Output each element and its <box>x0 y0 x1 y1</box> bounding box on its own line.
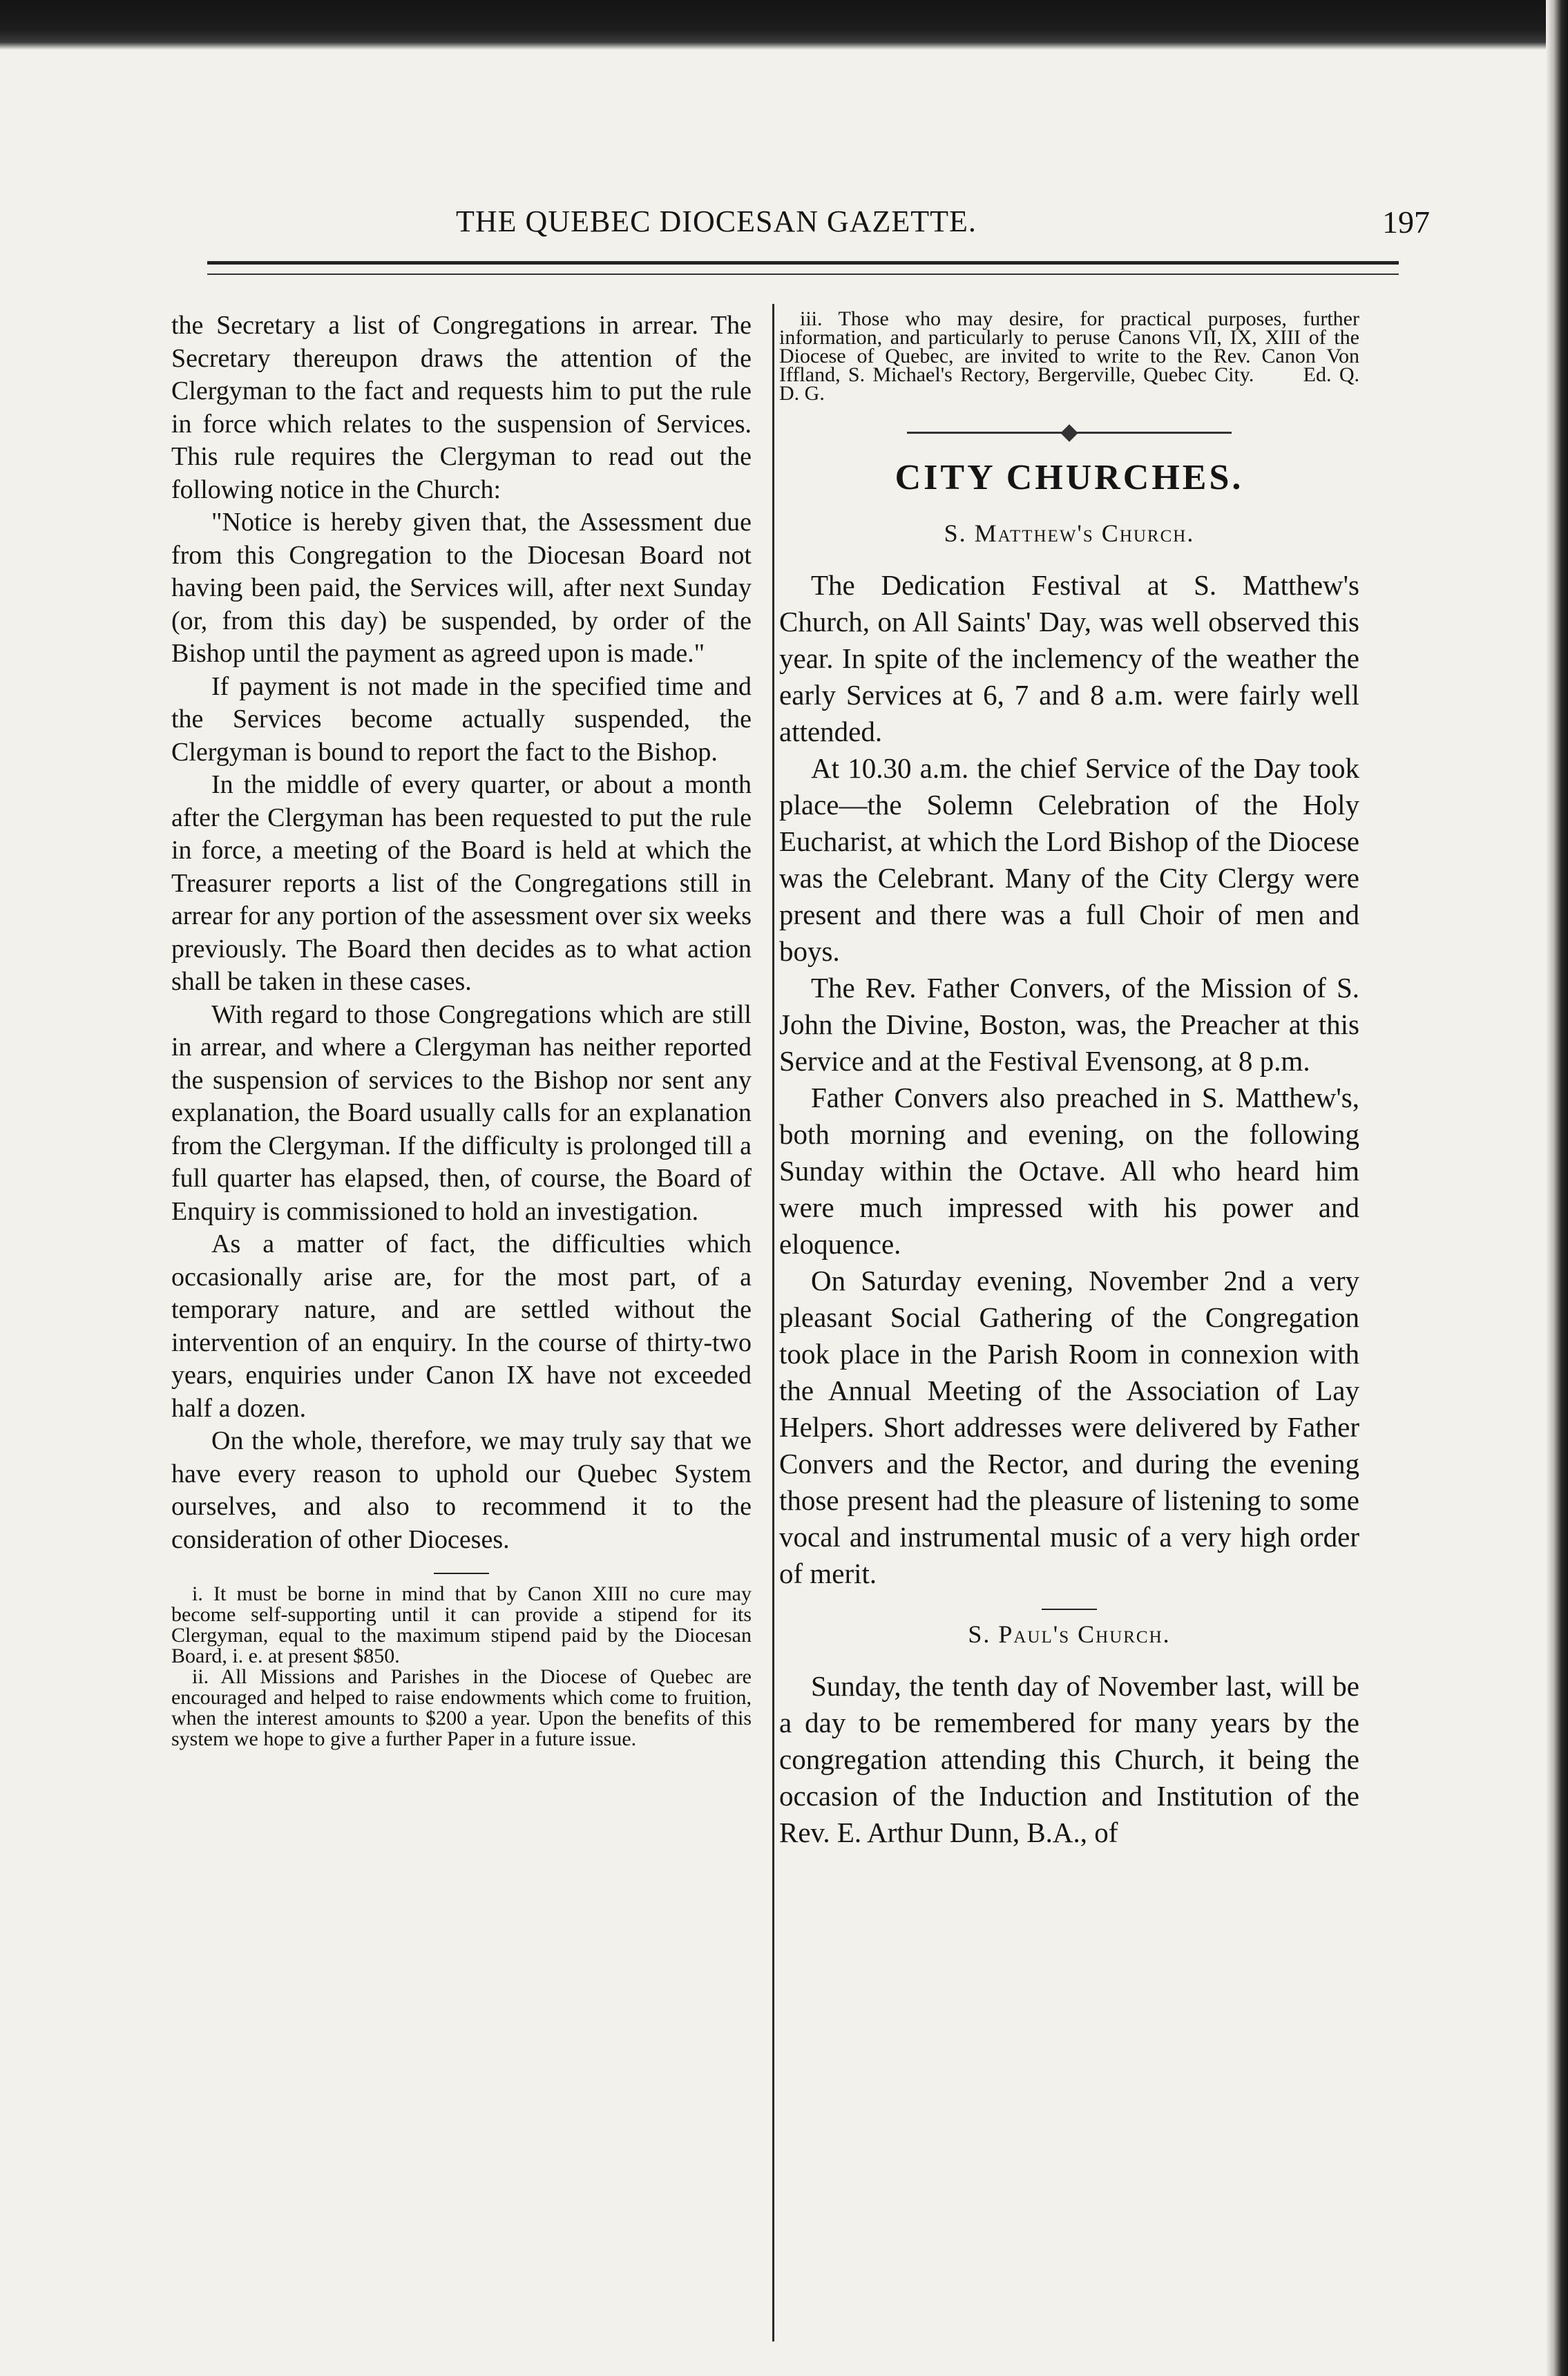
running-header <box>456 204 1430 245</box>
footnote-rule <box>434 1573 489 1574</box>
paragraph: With regard to those Congregations which are still in arrear, and where a Clergyman has neither reported the suspension of services to the Bishop nor sent any explanation, the Board usually calls for an explanation from the Clergyman. If the difficulty is prolonged till a full quarter has elapsed, then, of course, the Board of Enquiry is commissioned to hold an investigation. <box>171 999 752 1226</box>
page-number: 197 <box>1382 204 1430 240</box>
header-rule-thick <box>207 261 1399 265</box>
left-column <box>171 309 752 1750</box>
paragraph: On Saturday evening, November 2nd a very pleasant Social Gathering of the Congregation took place in the Parish Room in connexion with the Annual Meeting of the Association of Lay Helpers. Short addresses were delivered by Father Convers and the Rector, and during the evening those present had the pleasure of listening to some vocal and instrumental music of a very high order of merit. <box>779 1265 1359 1589</box>
subheading-s-pauls-church: S. Paul's Church. <box>968 1620 1171 1648</box>
editor-signoff: Ed. Q. D. G. <box>779 363 1359 405</box>
paragraph: Father Convers also preached in S. Matthew's, both morning and evening, on the following Sunday within the Octave. All who heard him were much impressed with his power and eloquence. <box>779 1082 1359 1260</box>
paragraph: As a matter of fact, the difficulties which occasionally arise are, for the most part, of a temporary nature, and are settled without the intervention of an enquiry. In the course of thirty-two years, enquiries under Canon IX have not exceeded half a dozen. <box>171 1229 752 1423</box>
paragraph: At 10.30 a.m. the chief Service of the Day took place—the Solemn Celebration of the Holy Eucharist, at which the Lord Bishop of the Diocese was the Celebrant. Many of the City Clergy were present and there was a full Choir of men and boys. <box>779 752 1359 967</box>
paragraph: The Dedication Festival at S. Matthew's Church, on All Saints' Day, was well observed this year. In spite of the inclemency of the weather the early Services at 6, 7 and 8 a.m. were fairly well attended. <box>779 569 1359 747</box>
right-column <box>779 309 1359 1851</box>
paragraph: In the middle of every quarter, or about a month after the Clergyman has been requested to put the rule in force, a meeting of the Board is held at which the Treasurer reports a list of the Congregations still in arrear for any portion of the assessment over six weeks previously. The Board then decides as to what action shall be taken in these cases. <box>171 770 752 996</box>
scan-border-top <box>0 0 1568 50</box>
header-rule-thin <box>207 274 1399 275</box>
paragraph: Sunday, the tenth day of November last, will be a day to be remembered for many years by the congregation attending this Church, it being the occasion of the Induction and Institution of the Rev. E. Arthur Dunn, B.A., of <box>779 1670 1359 1848</box>
footnote-ii: ii. All Missions and Parishes in the Diocese of Quebec are encouraged and helped to raise endowments which come to fruition, when the interest amounts to $200 a year. Upon the benefits of this system we hope to give a further Paper in a future issue. <box>171 1665 752 1750</box>
publication-title: THE QUEBEC DIOCESAN GAZETTE. <box>456 204 977 238</box>
footnote-iii <box>779 309 1359 403</box>
notice-quote: "Notice is hereby given that, the Assessment due from this Congregation to the Diocesan Board not having been paid, the Services will, after next Sunday (or, from this day) be suspended, by order of the Bishop until the payment as agreed upon is made." <box>171 508 752 668</box>
column-divider <box>772 304 774 2341</box>
ornamental-rule <box>907 432 1232 434</box>
paragraph: The Rev. Father Convers, of the Mission of S. John the Divine, Boston, was, the Preacher at this Service and at the Festival Evensong, at 8 p.m. <box>779 972 1359 1077</box>
paragraph: If payment is not made in the specified time and the Services become actually suspended, the Clergyman is bound to report the fact to the Bishop. <box>171 671 752 767</box>
paragraph: the Secretary a list of Congregations in arrear. The Secretary thereupon draws the attention of the Clergyman to the fact and requests him to put the rule in force which relates to the suspension of Services. This rule requires the Clergyman to read out the following notice in the Church: <box>171 311 752 504</box>
subheading-s-matthews-church: S. Matthew's Church. <box>944 519 1195 547</box>
section-rule <box>1042 1609 1097 1610</box>
scan-border-right <box>1546 0 1568 2376</box>
footnote-i: i. It must be borne in mind that by Canon XIII no cure may become self-supporting until it can provide a stipend for its Clergyman, equal to the maximum stipend paid by the Diocesan Board, i. e. at present $850. <box>171 1582 752 1667</box>
paragraph: On the whole, therefore, we may truly say that we have every reason to uphold our Quebec System ourselves, and also to recommend it to the consideration of other Dioceses. <box>171 1426 752 1554</box>
footnote-iii-text: iii. Those who may desire, for practical purposes, further information, and particularly to peruse Canons VII, IX, XIII of the Diocese of Quebec, are invited to write to the Rev. Canon Von Iffland, S. Michael's Rectory, Bergerville, Quebec City. <box>779 307 1359 386</box>
section-title-city-churches: CITY CHURCHES. <box>895 458 1244 497</box>
